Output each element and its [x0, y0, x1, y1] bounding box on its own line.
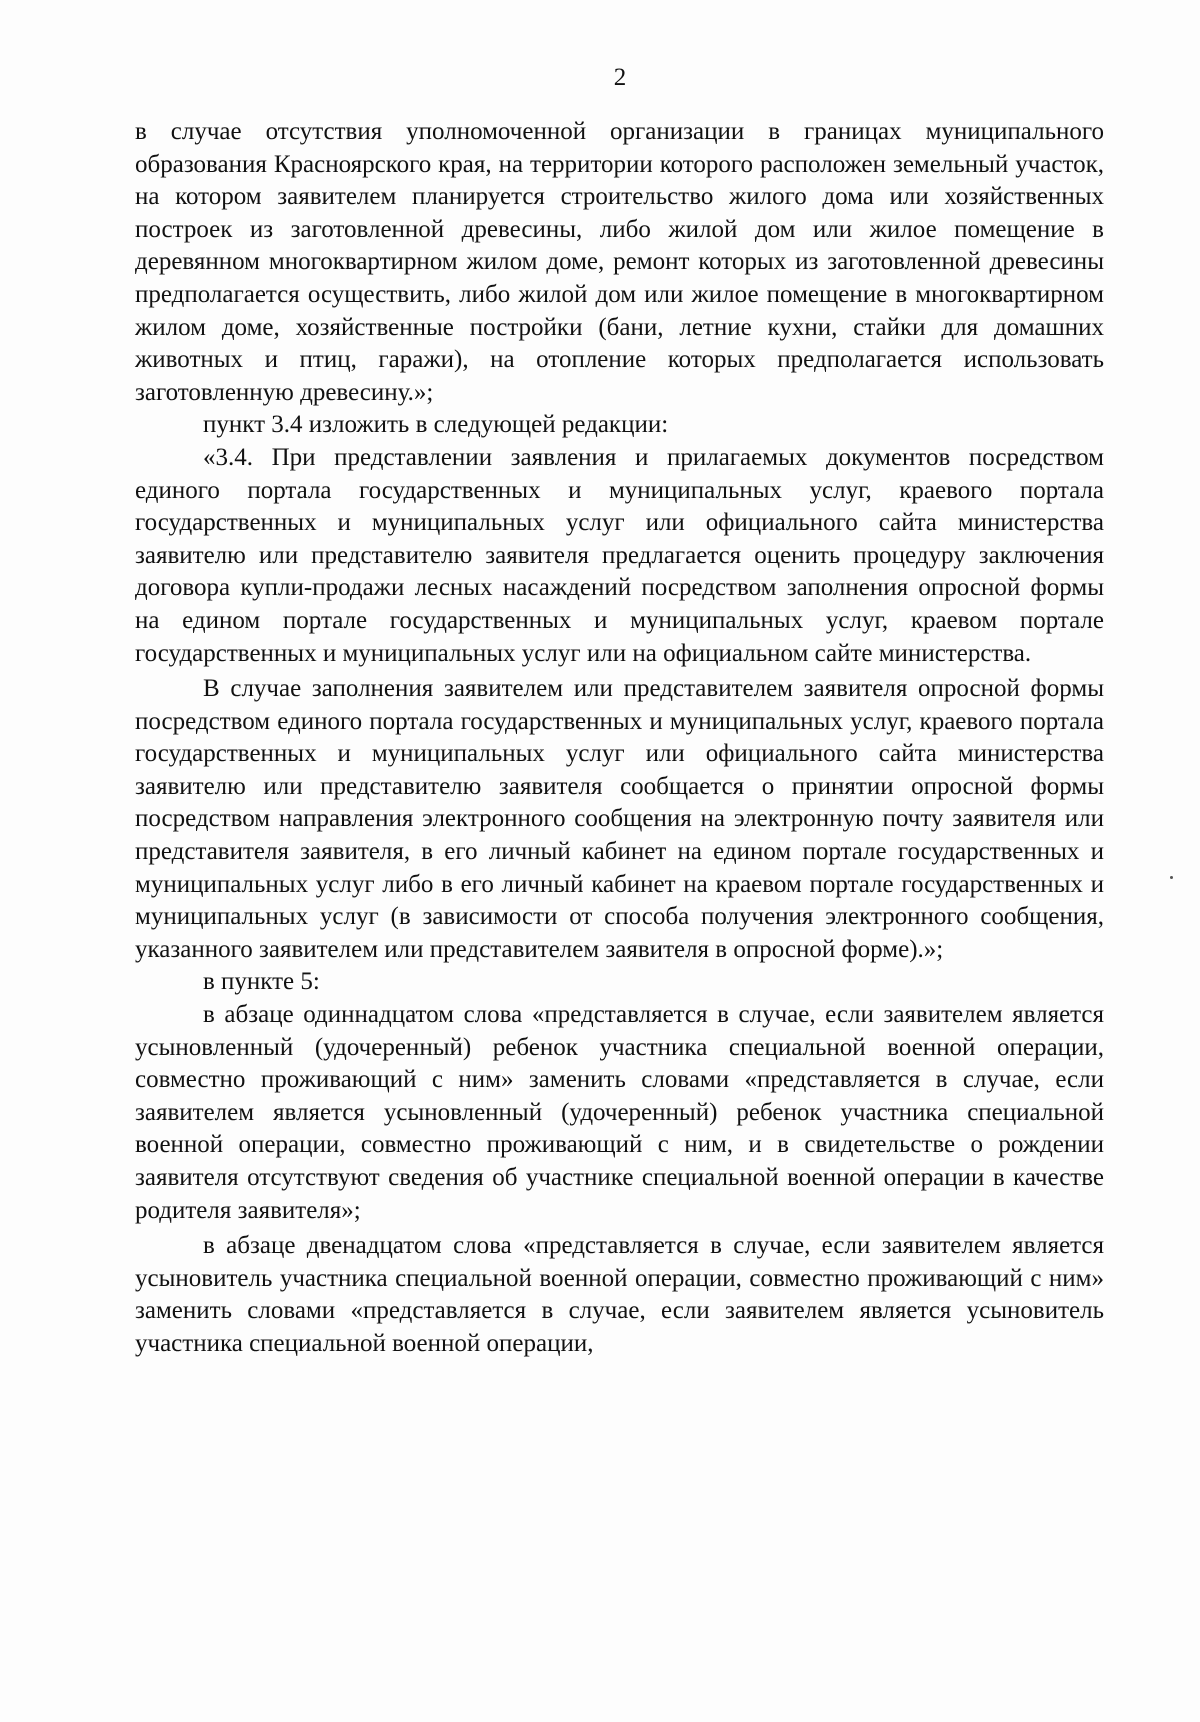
scan-speck [1170, 876, 1173, 879]
paragraph-clause-5-eleventh: в абзаце одиннадцатом слова «представляется в случае, если заявителем является усыновленный (удочеренный) ребенок участника специальной военной операции, совместно проживающий с ним» заменить словами «представляется в случае, если заявителем является усыновленный (удочеренный) ребенок участника специальной военной операции, совместно проживающий с ним, и в свидетельстве о рождении заявителя отсутствуют сведения об участнике специальной военной операции в качестве родителя заявителя»; [135, 1001, 1104, 1224]
page-number: 2 [613, 64, 627, 91]
document-body [135, 116, 1104, 1361]
paragraph-clause-3-4-intro: пункт 3.4 изложить в следующей редакции: [203, 411, 669, 439]
paragraph-clause-5-intro: в пункте 5: [203, 968, 320, 996]
paragraph-continuation: в случае отсутствия уполномоченной организации в границах муниципального образования Красноярского края, на территории которого расположен земельный участок, на котором заявителем планируется строительство жилого дома или хозяйственных построек из заготовленной древесины, либо жилой дом или жилое помещение в деревянном многоквартирном жилом доме, ремонт которых из заготовленной древесины предполагается осуществить, либо жилой дом или жилое помещение в многоквартирном жилом доме, хозяйственные постройки (бани, летние кухни, стайки для домашних животных и птиц, гаражи), на отопление которых предполагается использовать заготовленную древесину.»; [135, 118, 1104, 406]
paragraph-clause-3-4-text: «3.4. При представлении заявления и прилагаемых документов посредством единого портала государственных и муниципальных услуг, краевого портала государственных и муниципальных услуг или официального сайта министерства заявителю или представителю заявителя предлагается оценить процедуру заключения договора купли-продажи лесных насаждений посредством заполнения опросной формы на едином портале государственных и муниципальных услуг, краевом портале государственных и муниципальных услуг или на официальном сайте министерства. [135, 443, 1104, 667]
paragraph-clause-5-twelfth: в абзаце двенадцатом слова «представляется в случае, если заявителем является усыновитель участника специальной военной операции, совместно проживающий с ним» заменить словами «представляется в случае, если заявителем является усыновитель участника специальной военной операции, [135, 1232, 1104, 1357]
paragraph-clause-3-4-second: В случае заполнения заявителем или представителем заявителя опросной формы посредством единого портала государственных и муниципальных услуг, краевого портала государственных и муниципальных услуг или официального сайта министерства заявителю или представителю заявителя сообщается о принятии опросной формы посредством направления электронного сообщения на электронную почту заявителя или представителя заявителя, в его личный кабинет на едином портале государственных и муниципальных услуг либо в его личный кабинет на краевом портале государственных и муниципальных услуг (в зависимости от способа получения электронного сообщения, указанного заявителем или представителем заявителя в опросной форме).»; [135, 675, 1104, 963]
